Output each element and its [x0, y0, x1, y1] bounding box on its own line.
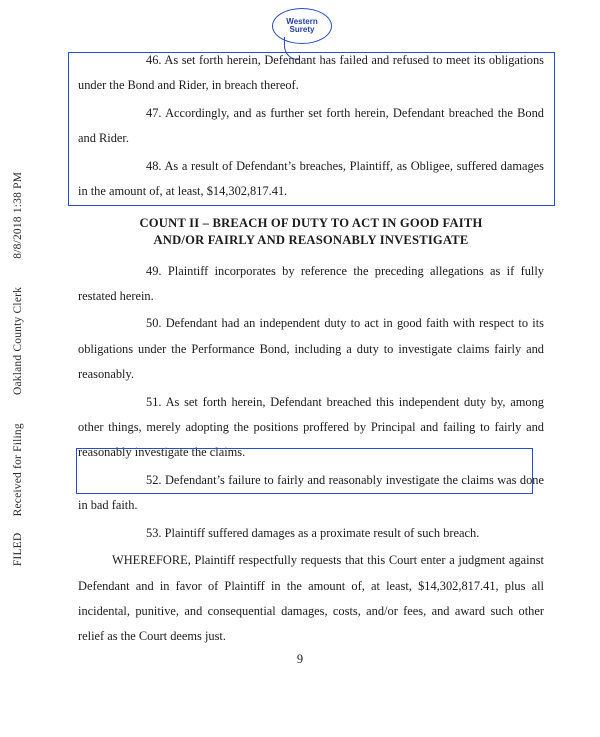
- page-number: 9: [296, 652, 304, 666]
- filing-stamp-text: [12, 171, 24, 565]
- callout-line-2: Surety: [289, 25, 315, 34]
- paragraph-number: 52.: [146, 472, 162, 487]
- paragraph-number: 50.: [146, 316, 162, 331]
- paragraph-text: As set forth herein, Defendant breached this independent duty by, among other things, merely adopting the positions proffered by Principal and failing to fairly and reasonably investigate the claims.: [78, 394, 544, 460]
- paragraph-46: [78, 48, 544, 99]
- paragraph-52: [78, 468, 544, 519]
- paragraph-text: As set forth herein, Defendant has failed and refused to meet its obligations under the Bond and Rider, in breach thereof.: [78, 53, 544, 93]
- paragraph-number: 48.: [146, 158, 162, 173]
- paragraph-text: Plaintiff suffered damages as a proximate result of such breach.: [164, 525, 480, 540]
- callout-bubble: [272, 8, 332, 44]
- paragraph-50: [78, 311, 544, 387]
- filing-stamp-datetime: 8/8/2018 1:38 PM: [12, 171, 24, 259]
- paragraph-number: 51.: [146, 394, 162, 409]
- paragraph-text: Defendant had an independent duty to act in good faith with respect to its obligations under the Performance Bond, including a duty to investigate claims fairly and reasonably.: [78, 316, 544, 382]
- paragraph-text: Plaintiff incorporates by reference the preceding allegations as if fully restated herein.: [78, 263, 545, 303]
- paragraph-53: [78, 521, 544, 546]
- paragraph-text: As a result of Defendant’s breaches, Plaintiff, as Obligee, suffered damages in the amount of, at least, $14,302,817.41.: [78, 158, 544, 199]
- filing-stamp-filed: FILED: [12, 532, 24, 566]
- paragraph-number: 46.: [146, 53, 162, 67]
- paragraph-48: [78, 154, 544, 205]
- wherefore-clause: WHEREFORE, Plaintiff respectfully requests that this Court enter a judgment against Defendant and in favor of Plaintiff in the amount of, at least, $14,302,817.41, plus all incidental, punitive, and consequential damages, costs, and/or fees, and award such other relief as the Court deems just.: [78, 553, 544, 644]
- count-ii-heading: [78, 215, 544, 249]
- paragraph-47: [78, 101, 544, 152]
- document-body: [78, 48, 544, 652]
- callout-line-1: Western: [286, 16, 318, 26]
- paragraph-49: [78, 259, 544, 310]
- annotation-callout-western-surety: [272, 8, 330, 48]
- paragraph-text: Accordingly, and as further set forth herein, Defendant breached the Bond and Rider.: [78, 105, 544, 146]
- count-heading-line-2: AND/OR FAIRLY AND REASONABLY INVESTIGATE: [153, 232, 469, 247]
- paragraph-number: 49.: [146, 263, 162, 278]
- paragraph-51: [78, 390, 544, 466]
- paragraph-number: 53.: [146, 525, 162, 540]
- filing-stamp-received: Received for Filing: [12, 422, 24, 516]
- count-heading-line-1: COUNT II – BREACH OF DUTY TO ACT IN GOOD FAITH: [139, 215, 483, 230]
- paragraph-text: Defendant’s failure to fairly and reasonably investigate the claims was done in bad faith.: [78, 472, 544, 513]
- filing-stamp: [0, 0, 36, 737]
- paragraph-number: 47.: [146, 105, 162, 120]
- filing-stamp-clerk: Oakland County Clerk: [12, 286, 24, 395]
